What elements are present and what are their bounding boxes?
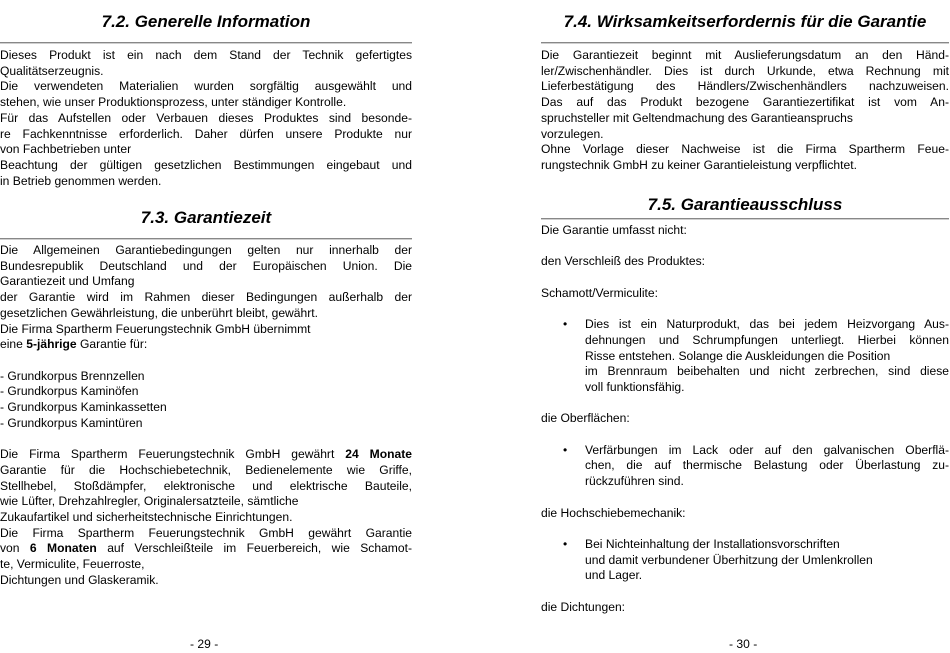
section-7-5-heading: 7.5. Garantieausschluss — [647, 195, 843, 214]
text-line: rückzuführen sind. — [585, 474, 684, 489]
text-line: Für das Aufstellen oder Verbauen dieses Produktes sind besonde- — [0, 110, 412, 125]
left-page — [0, 0, 412, 653]
section-7-2-rule — [0, 42, 412, 44]
text-line: Bei Nichteinhaltung der Installationsvorschriften — [585, 536, 840, 551]
section-7-2-body — [0, 48, 412, 189]
text-line: Die Garantie umfasst nicht: — [541, 223, 687, 237]
text-line: Stellhebel, Stoßdämpfer, elektronische und elektrische Bauteile, — [0, 478, 412, 493]
section-7-3-heading: 7.3. Garantiezeit — [140, 208, 272, 227]
text-line: Die Garantiezeit beginnt mit Auslieferungsdatum an den Händ- — [541, 48, 949, 62]
list-item: - Grundkorpus Kaminöfen — [0, 384, 139, 399]
text-line: Qualitätserzeugnis. — [0, 63, 104, 78]
text-line: von Fachbetrieben unter — [0, 142, 132, 157]
text-line: Lieferbestätigung des Händlers/Zwischenhändlers nachzuweisen. — [541, 79, 949, 94]
text-line: chen, die auf thermische Belastung oder Überlastung zu- — [585, 458, 949, 473]
text-line: gesetzlichen Gewährleistung, die unberührt bleibt, gewährt. — [0, 305, 318, 320]
text-line: Dichtungen und Glaskeramik. — [0, 572, 159, 587]
bold-term: 5-jährige — [26, 337, 77, 352]
list-item: - Grundkorpus Kaminkassetten — [0, 400, 167, 415]
text-line: voll funktionsfähig. — [585, 379, 685, 394]
page-number: - 29 - — [190, 637, 219, 651]
text-line: Zukaufartikel und sicherheitstechnische Einrichtungen. — [0, 509, 293, 524]
text-line: im Brennraum beibehalten und nicht zerbrechen, sind diese — [585, 364, 949, 379]
text-line: Die verwendeten Materialien wurden sorgfältig ausgewählt und — [0, 79, 412, 94]
text-fragment: Garantie für: — [76, 337, 148, 352]
text-line: Dies ist ein Naturprodukt, das bei jedem Heizvorgang Aus- — [585, 317, 949, 332]
section-7-4-body — [541, 48, 949, 174]
text-line: Das auf das Produkt bezogene Garantiezertifikat ist vom An- — [541, 95, 949, 110]
text-line: stehen, wie unser Produktionsprozess, unter ständiger Kontrolle. — [0, 95, 347, 110]
text-line: und damit verbundener Überhitzung der Umlenkrollen — [585, 552, 873, 567]
text-line: Verfärbungen im Lack oder auf den galvanischen Oberflä- — [585, 442, 949, 457]
bullet-icon: • — [563, 536, 568, 551]
exclusion-heading: die Dichtungen: — [541, 599, 626, 614]
text-line: und Lager. — [585, 568, 643, 583]
text-line: te, Vermiculite, Feuerroste, — [0, 557, 145, 572]
text-fragment: auf Verschleißteile im Feuerbereich, wie Schamot- — [96, 541, 412, 556]
bullet-icon: • — [563, 317, 568, 332]
text-line: Ohne Vorlage dieser Nachweise ist die Firma Spartherm Feue- — [541, 142, 949, 157]
text-line: Garantiezeit und Umfang — [0, 274, 135, 289]
text-line: Risse entstehen. Solange die Auskleidungen die Position — [585, 348, 891, 363]
section-7-3-body — [0, 243, 412, 588]
text-line — [0, 541, 412, 557]
section-7-4-rule — [541, 42, 949, 44]
exclusion-heading: Schamott/Vermiculite: — [541, 285, 658, 300]
page-number: - 30 - — [729, 637, 758, 651]
section-7-2-heading: 7.2. Generelle Information — [101, 12, 311, 31]
text-line — [0, 447, 412, 463]
text-line — [0, 337, 412, 353]
text-line: vorzulegen. — [541, 126, 604, 141]
bullet-item-schamott — [541, 317, 949, 396]
section-7-5-body — [541, 223, 949, 615]
text-line: re Fachkenntnisse erforderlich. Daher dürfen unsere Produkte nur — [0, 126, 412, 141]
bullet-icon: • — [563, 442, 568, 457]
text-line: ler/Zwischenhändler. Dies ist durch Urkunde, etwa Rechnung mit — [541, 63, 949, 78]
section-7-5-rule — [541, 218, 949, 220]
text-fragment: eine — [0, 337, 27, 352]
text-line: Bundesrepublik Deutschland und der Europäischen Union. Die — [0, 258, 412, 273]
text-line: rungstechnik GmbH zu keiner Garantieleistung verpflichtet. — [541, 157, 857, 172]
text-line: Die Firma Spartherm Feuerungstechnik GmbH gewährt Garantie — [0, 525, 412, 540]
text-line: Beachtung der gültigen gesetzlichen Bestimmungen eingebaut und — [0, 157, 412, 172]
text-line: dehnungen und Schrumpfungen unterliegt. Hierbei können — [585, 332, 949, 347]
section-7-3-rule — [0, 238, 412, 240]
exclusion-heading: die Oberflächen: — [541, 411, 630, 426]
text-fragment: Die Firma Spartherm Feuerungstechnik GmbH gewährt — [0, 447, 346, 462]
bullet-item-hochschiebe — [541, 537, 949, 584]
right-page — [541, 0, 949, 653]
text-line: der Garantie wird im Rahmen dieser Bedingungen außerhalb der — [0, 290, 412, 305]
text-line: Dieses Produkt ist ein nach dem Stand der Technik gefertigtes — [0, 48, 412, 62]
list-item: - Grundkorpus Brennzellen — [0, 368, 145, 383]
text-line: Garantie für die Hochschiebetechnik, Bedienelemente wie Griffe, — [0, 462, 412, 477]
list-item: - Grundkorpus Kamintüren — [0, 415, 143, 430]
text-line: wie Lüfter, Drehzahlregler, Originalersatzteile, sämtliche — [0, 494, 299, 509]
bold-term: 6 Monaten — [29, 541, 97, 556]
text-line: Die Firma Spartherm Feuerungstechnik GmbH übernimmt — [0, 321, 311, 336]
bold-term: 24 Monate — [345, 447, 412, 462]
text-fragment: von — [0, 541, 30, 556]
text-line: Die Allgemeinen Garantiebedingungen gelten nur innerhalb der — [0, 243, 412, 257]
text-line: spruchsteller mit Geltendmachung des Garantieanspruchs — [541, 110, 853, 125]
text-line: in Betrieb genommen werden. — [0, 173, 162, 188]
section-7-4-heading: 7.4. Wirksamkeitserfordernis für die Garantie — [563, 12, 927, 31]
exclusion-heading: den Verschleiß des Produktes: — [541, 254, 706, 269]
bullet-item-oberflaechen — [541, 443, 949, 490]
exclusion-heading: die Hochschiebemechanik: — [541, 505, 686, 520]
